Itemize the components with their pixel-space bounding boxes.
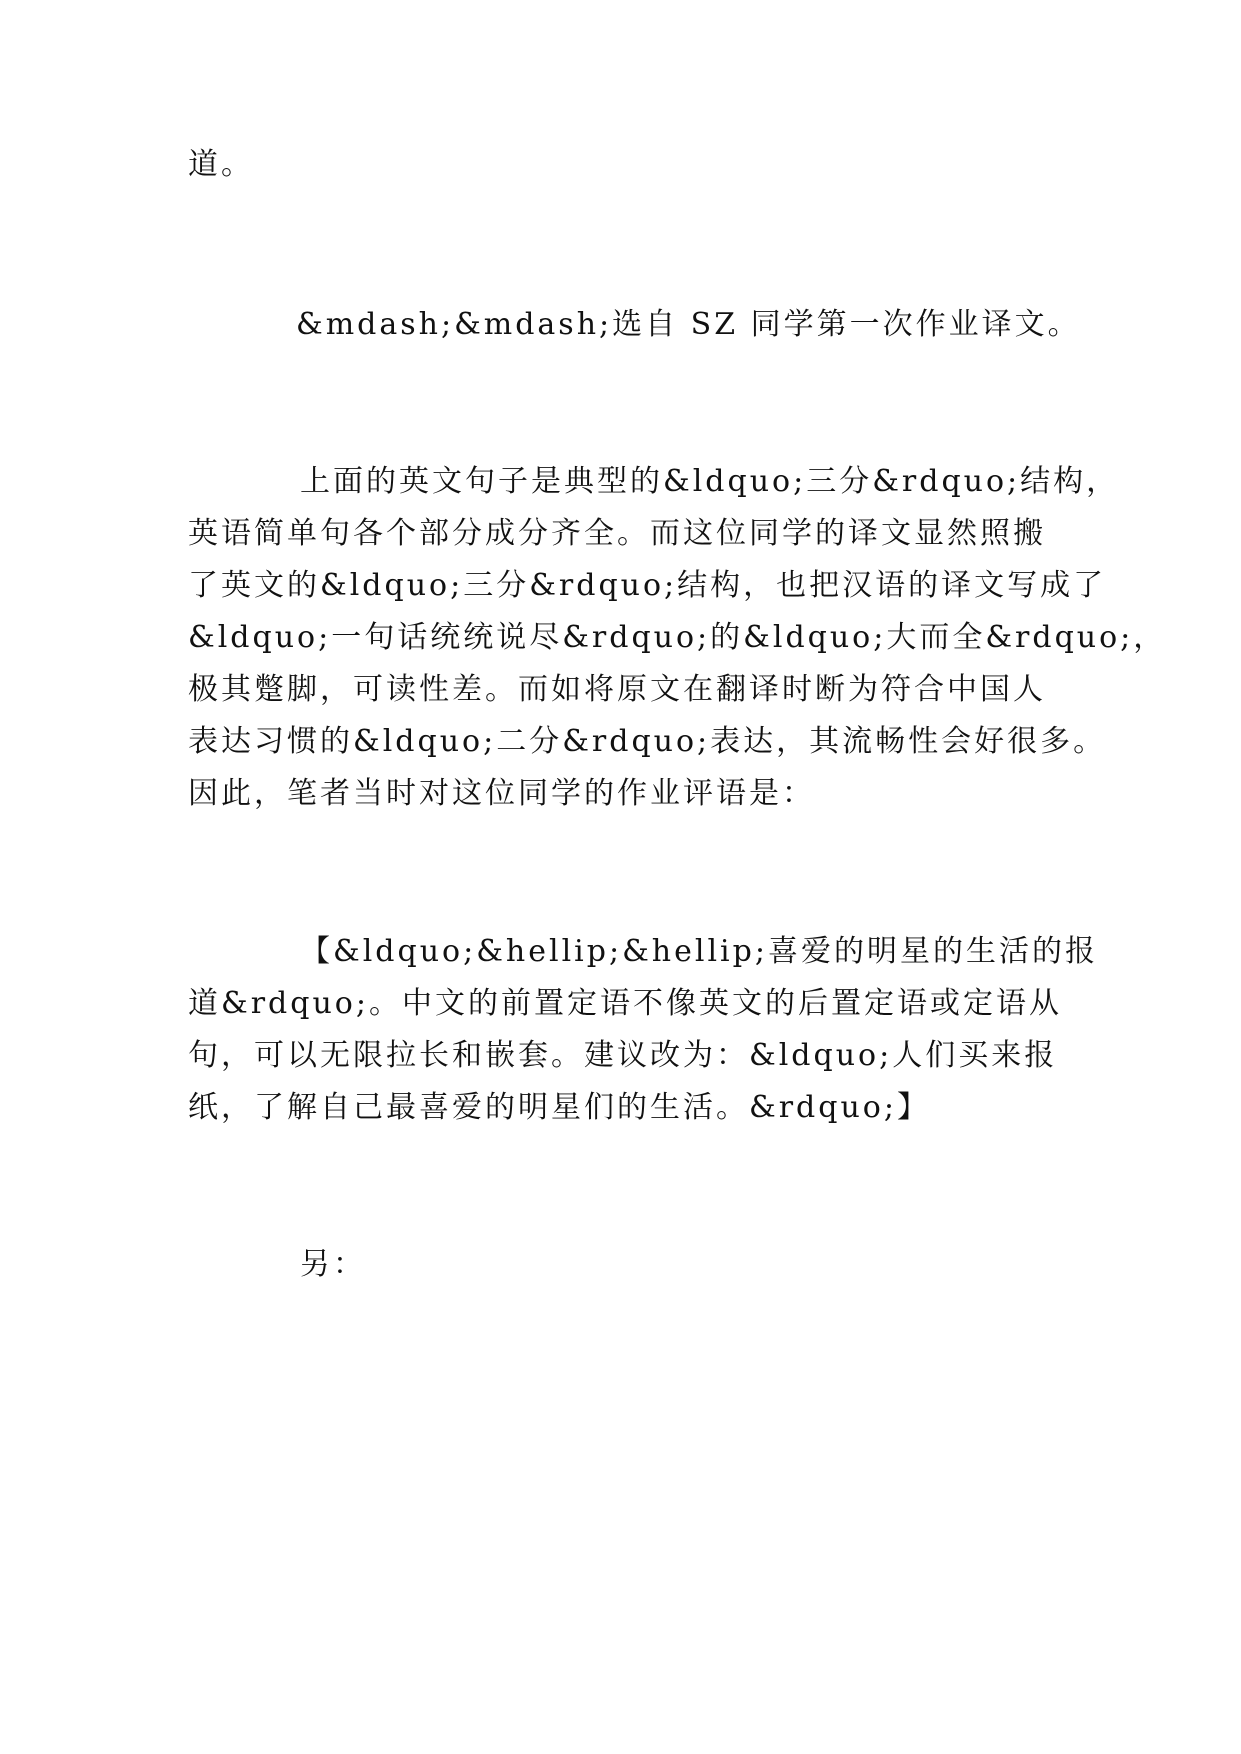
analysis-paragraph-line-6: 表达习惯的&ldquo;二分&rdquo;表达，其流畅性会好很多。 bbox=[188, 724, 1107, 759]
comment-paragraph-line-3: 句，可以无限拉长和嵌套。建议改为：&ldquo;人们买来报 bbox=[188, 1038, 1058, 1073]
analysis-paragraph-line-2: 英语简单句各个部分成分齐全。而这位同学的译文显然照搬 bbox=[188, 516, 1046, 551]
analysis-paragraph-line-5: 极其蹩脚，可读性差。而如将原文在翻译时断为符合中国人 bbox=[188, 672, 1046, 707]
comment-paragraph-line-4: 纸，了解自己最喜爱的明星们的生活。&rdquo;】 bbox=[188, 1090, 930, 1125]
analysis-paragraph-line-3: 了英文的&ldquo;三分&rdquo;结构，也把汉语的译文写成了 bbox=[188, 568, 1107, 603]
analysis-paragraph-line-7: 因此，笔者当时对这位同学的作业评语是： bbox=[188, 776, 815, 811]
analysis-paragraph-line-4: &ldquo;一句话统统说尽&rdquo;的&ldquo;大而全&rdquo;， bbox=[188, 620, 1167, 655]
additional-note-line: 另： bbox=[300, 1247, 366, 1282]
paragraph-continuation-line: 道。 bbox=[188, 147, 254, 182]
source-attribution-line: &mdash;&mdash;选自 SZ 同学第一次作业译文。 bbox=[296, 307, 1081, 342]
comment-paragraph-line-1: 【&ldquo;&hellip;&hellip;喜爱的明星的生活的报 bbox=[300, 934, 1098, 969]
comment-paragraph-line-2: 道&rdquo;。中文的前置定语不像英文的后置定语或定语从 bbox=[188, 986, 1062, 1021]
analysis-paragraph-line-1: 上面的英文句子是典型的&ldquo;三分&rdquo;结构， bbox=[300, 464, 1120, 499]
